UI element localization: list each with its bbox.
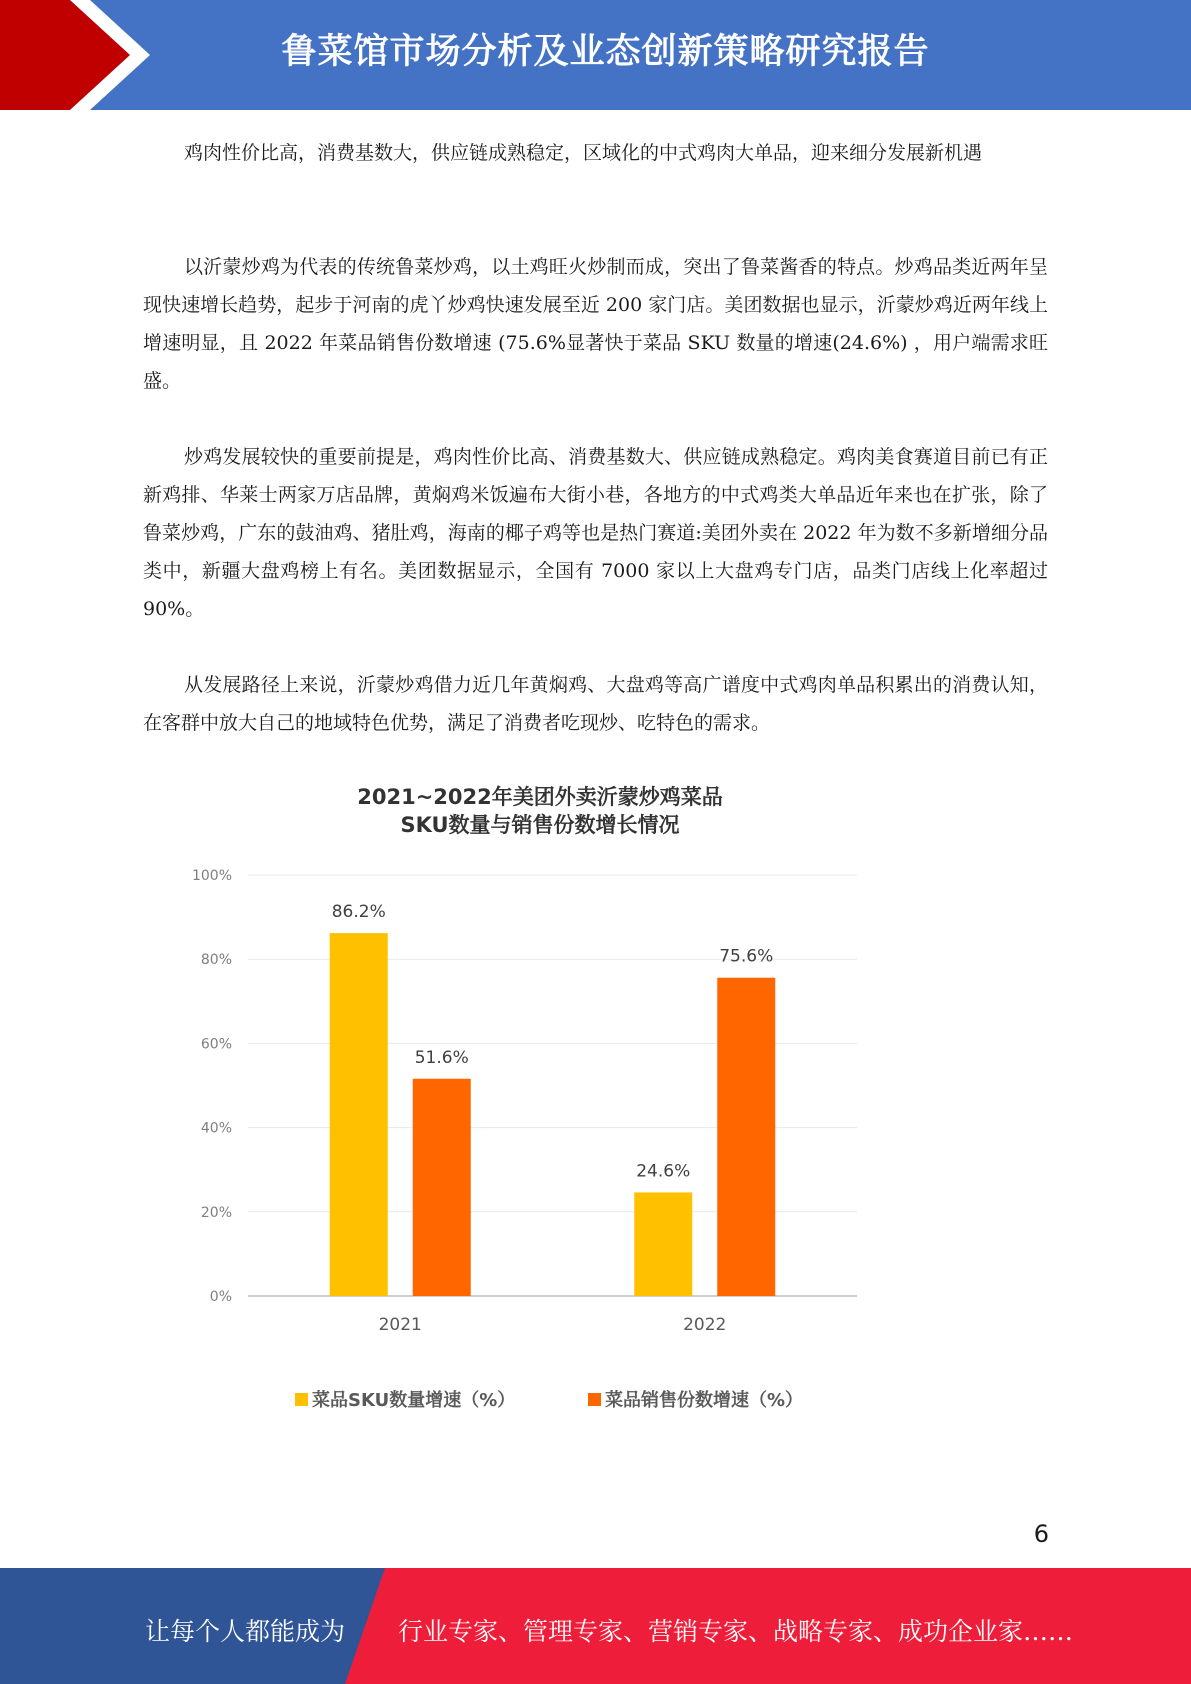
bar bbox=[717, 978, 775, 1296]
chart-legend bbox=[295, 1389, 803, 1411]
legend-label: 菜品销售份数增速（%） bbox=[605, 1390, 804, 1411]
paragraph: 炒鸡发展较快的重要前提是，鸡肉性价比高、消费基数大、供应链成熟稳定。鸡肉美食赛道目前已有正新鸡排、华莱士两家万店品牌，黄焖鸡米饭遍布大街小巷，各地方的中式鸡类大单品近年来也在扩张，除了鲁菜炒鸡，广东的鼓油鸡、猪肚鸡，海南的椰子鸡等也是热门赛道:美团外卖在 2022 年为数不多新增细分品类中，新疆大盘鸡榜上有名。美团数据显示，全国有 7000 家以上大盘鸡专门店，品类门店线上化率超过 90%。 bbox=[143, 446, 1048, 620]
chart-title bbox=[357, 785, 723, 837]
y-axis-ticks bbox=[192, 868, 232, 1305]
bar bbox=[330, 933, 388, 1296]
legend-swatch bbox=[588, 1393, 601, 1406]
paragraph-heading: 鸡肉性价比高，消费基数大，供应链成熟稳定，区域化的中式鸡肉大单品，迎来细分发展新机遇 bbox=[184, 142, 983, 164]
chart-value-labels bbox=[332, 902, 774, 1181]
bar bbox=[413, 1079, 471, 1296]
bar-value-label: 24.6% bbox=[636, 1161, 691, 1182]
x-axis-ticks bbox=[379, 1315, 727, 1335]
bar-value-label: 86.2% bbox=[331, 902, 386, 923]
page-number: 6 bbox=[1033, 1520, 1049, 1548]
bar-value-label: 75.6% bbox=[719, 946, 774, 967]
bar bbox=[634, 1192, 692, 1296]
x-tick-label: 2022 bbox=[683, 1315, 727, 1335]
chart-bars bbox=[330, 933, 776, 1296]
y-tick-label: 20% bbox=[200, 1204, 232, 1221]
y-tick-label: 0% bbox=[209, 1289, 232, 1305]
bar-chart bbox=[160, 780, 880, 1420]
legend-label: 菜品SKU数量增速（%） bbox=[312, 1390, 516, 1411]
footer-slogan-left: 让每个人都能成为 bbox=[145, 1617, 346, 1646]
report-title: 鲁菜馆市场分析及业态创新策略研究报告 bbox=[281, 32, 930, 72]
chart-title-line: SKU数量与销售份数增长情况 bbox=[400, 813, 680, 837]
legend-swatch bbox=[295, 1393, 308, 1406]
y-tick-label: 60% bbox=[200, 1036, 232, 1053]
bar-value-label: 51.6% bbox=[414, 1047, 469, 1068]
paragraph: 以沂蒙炒鸡为代表的传统鲁菜炒鸡，以土鸡旺火炒制而成，突出了鲁菜酱香的特点。炒鸡品类近两年呈现快速增长趋势，起步于河南的虎丫炒鸡快速发展至近 200 家门店。美团数据也显示，沂蒙炒鸡近两年线上增速明显，且 2022 年菜品销售份数增速 (75.6%显著快于菜品 SKU 数量的增速(24.6%) ，用户端需求旺盛。 bbox=[143, 256, 1048, 392]
y-tick-label: 100% bbox=[191, 868, 232, 884]
footer-slogan-right: 行业专家、管理专家、营销专家、战略专家、成功企业家…… bbox=[398, 1617, 1074, 1646]
paragraph: 从发展路径上来说，沂蒙炒鸡借力近几年黄焖鸡、大盘鸡等高广谱度中式鸡肉单品积累出的消费认知，在客群中放大自己的地域特色优势，满足了消费者吃现炒、吃特色的需求。 bbox=[143, 674, 1048, 734]
y-tick-label: 40% bbox=[200, 1120, 232, 1137]
chart-title-line: 2021~2022年美团外卖沂蒙炒鸡菜品 bbox=[357, 785, 723, 809]
y-tick-label: 80% bbox=[200, 952, 232, 969]
x-tick-label: 2021 bbox=[378, 1315, 422, 1335]
